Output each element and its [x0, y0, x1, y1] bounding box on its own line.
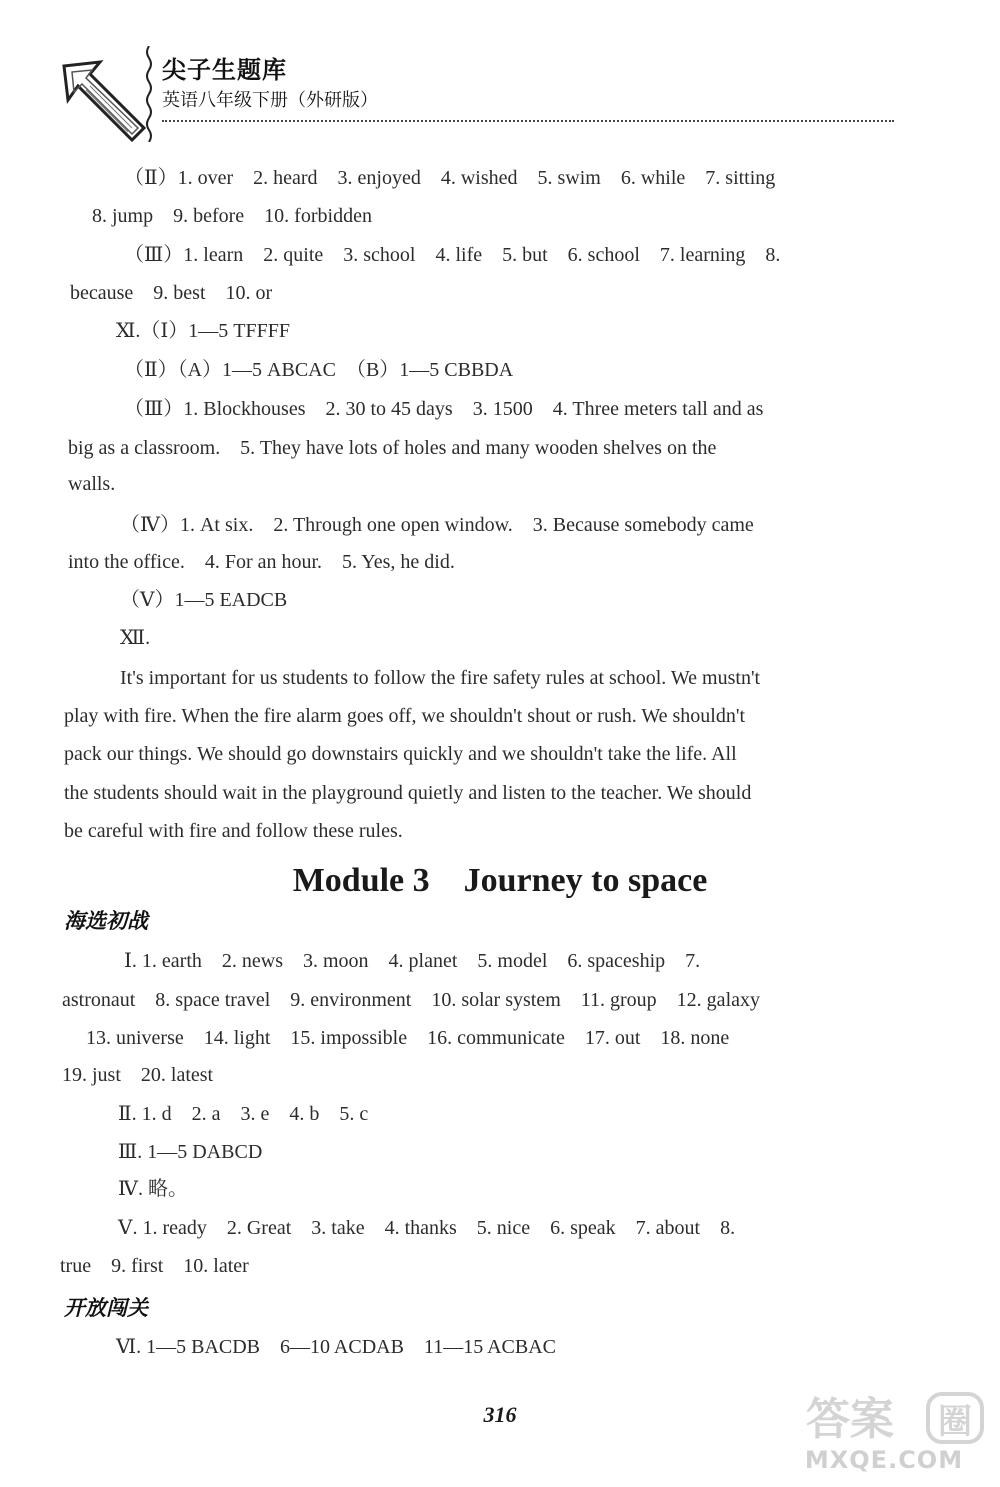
answer-line: because 9. best 10. or [70, 282, 273, 304]
book-subtitle: 英语八年级下册（外研版） [162, 90, 378, 111]
answer-line: true 9. first 10. later [60, 1255, 249, 1277]
module-title: Module 3 Journey to space [292, 862, 708, 899]
section-heading: 海选初战 [64, 909, 148, 933]
answer-line: Ⅴ. 1. ready 2. Great 3. take 4. thanks 5. nice 6. speak 7. about 8. [118, 1217, 736, 1239]
watermark-logo-icon [778, 1388, 990, 1448]
answer-line: astronaut 8. space travel 9. environment 10. solar system 11. group 12. galaxy [62, 989, 760, 1011]
essay-line: It's important for us students to follow the fire safety rules at school. We mustn't [120, 667, 761, 689]
watermark [778, 1388, 990, 1480]
answer-line: Ⅵ. 1—5 BACDB 6—10 ACDAB 11—15 ACBAC [116, 1336, 556, 1358]
section-number: Ⅻ. [120, 627, 151, 649]
answer-line: （Ⅱ）（A）1—5 ABCAC （B）1—5 CBBDA [124, 359, 514, 381]
answer-line: （Ⅲ）1. learn 2. quite 3. school 4. life 5. but 6. school 7. learning 8. [124, 244, 781, 266]
essay-line: the students should wait in the playground quietly and listen to the teacher. We should [64, 782, 752, 804]
answer-line: into the office. 4. For an hour. 5. Yes, he did. [68, 551, 455, 573]
header-divider [162, 120, 894, 122]
answer-line: 13. universe 14. light 15. impossible 16. communicate 17. out 18. none [86, 1027, 730, 1049]
essay-line: play with fire. When the fire alarm goes off, we shouldn't shout or rush. We shouldn't [64, 705, 746, 727]
arrow-logo-icon [60, 56, 152, 150]
svg-text:圈: 圈 [938, 1402, 972, 1442]
answer-line: 8. jump 9. before 10. forbidden [92, 205, 372, 227]
answer-line: 19. just 20. latest [62, 1064, 214, 1086]
answer-line: （Ⅴ）1—5 EADCB [120, 589, 288, 611]
section-heading: 开放闯关 [64, 1296, 148, 1320]
answer-line: （Ⅲ）1. Blockhouses 2. 30 to 45 days 3. 1500 4. Three meters tall and as [124, 398, 764, 420]
page-header [60, 40, 900, 150]
watermark-site: MXQE.COM [804, 1446, 964, 1474]
page-number: 316 [483, 1402, 517, 1427]
answer-line: big as a classroom. 5. They have lots of holes and many wooden shelves on the [68, 437, 717, 459]
answer-line: Ⅳ. 略。 [118, 1178, 188, 1200]
answer-line: walls. [68, 473, 116, 495]
series-title: 尖子生题库 [162, 56, 287, 84]
answer-line: Ⅺ.（Ⅰ）1—5 TFFFF [116, 320, 290, 342]
watermark-logo-text: 答案 [806, 1394, 894, 1445]
answer-line: （Ⅳ）1. At six. 2. Through one open window. 3. Because somebody came [120, 514, 754, 536]
essay-line: pack our things. We should go downstairs quickly and we shouldn't take the life. All [64, 743, 737, 765]
answer-line: Ⅰ. 1. earth 2. news 3. moon 4. planet 5. model 6. spaceship 7. [124, 950, 701, 972]
dotted-spine-decoration [144, 46, 154, 142]
answer-line: Ⅲ. 1—5 DABCD [118, 1141, 263, 1163]
answer-line: （Ⅱ）1. over 2. heard 3. enjoyed 4. wished 5. swim 6. while 7. sitting [124, 167, 776, 189]
essay-line: be careful with fire and follow these rules. [64, 820, 403, 842]
answer-line: Ⅱ. 1. d 2. a 3. e 4. b 5. c [118, 1103, 369, 1125]
